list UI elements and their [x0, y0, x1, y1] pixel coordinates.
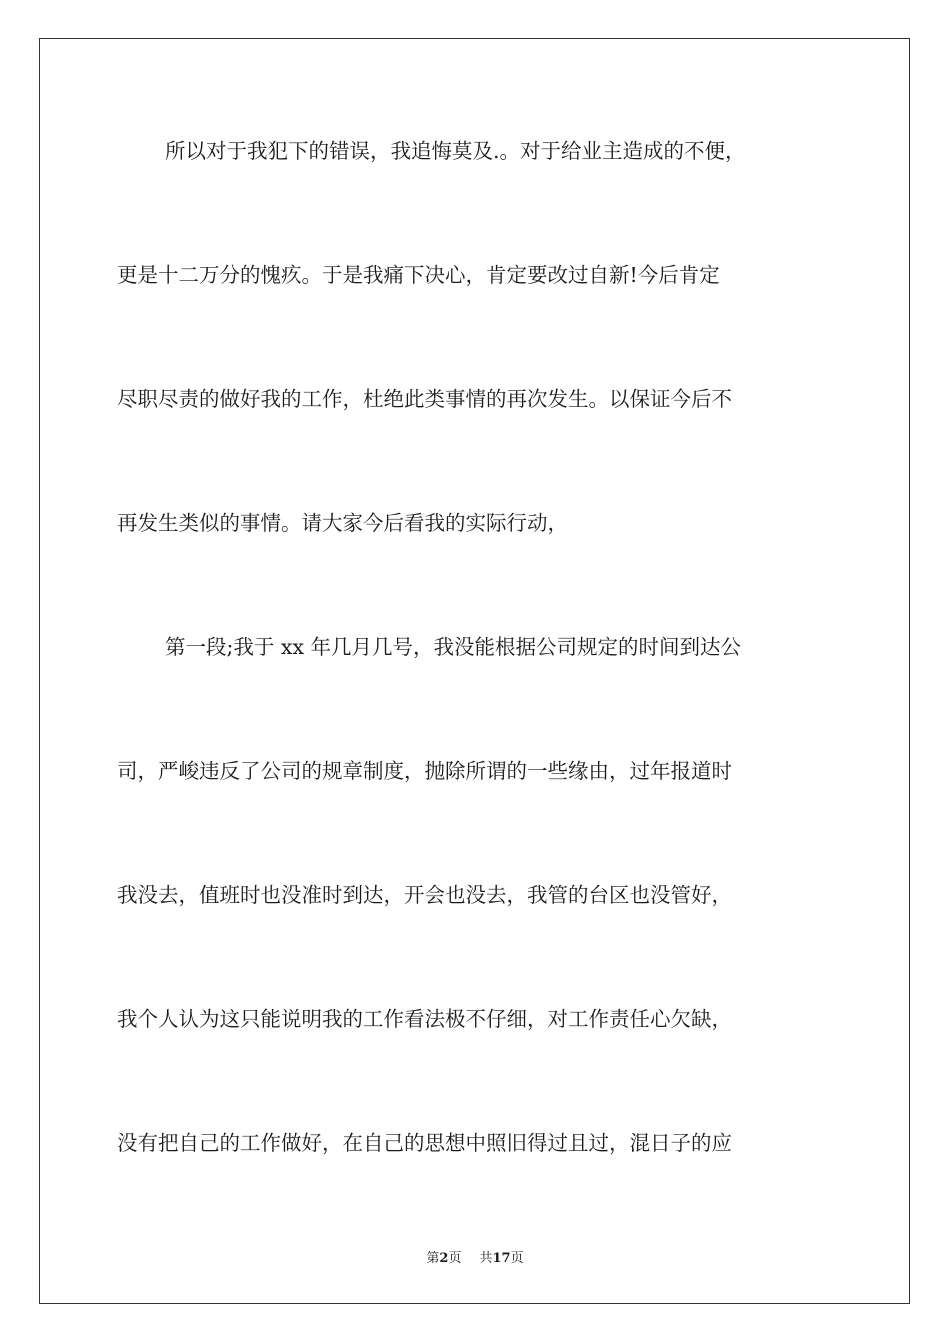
page-footer — [0, 1247, 950, 1266]
paragraph-line: 再发生类似的事情。请大家今后看我的实际行动， — [117, 511, 568, 535]
paragraph-line: 我个人认为这只能说明我的工作看法极不仔细，对工作责任心欠缺， — [117, 1007, 732, 1031]
total-suffix: 页 — [510, 1251, 524, 1266]
paragraph-line: 我没去，值班时也没准时到达，开会也没去，我管的台区也没管好， — [117, 883, 732, 907]
paragraph-line: 尽职尽责的做好我的工作，杜绝此类事情的再次发生。以保证今后不 — [117, 387, 732, 411]
paragraph-line: 所以对于我犯下的错误，我追悔莫及.。对于给业主造成的不便， — [165, 139, 746, 163]
paragraph-line: 司，严峻违反了公司的规章制度，抛除所谓的一些缘由，过年报道时 — [117, 759, 732, 783]
paragraph-line: 没有把自己的工作做好，在自己的思想中照旧得过且过，混日子的应 — [117, 1131, 732, 1155]
page-border — [39, 38, 910, 1304]
page-suffix: 页 — [448, 1251, 462, 1266]
paragraph-line: 第一段;我于 xx 年几月几号，我没能根据公司规定的时间到达公 — [165, 635, 742, 659]
total-pages: 17 — [492, 1251, 511, 1266]
page-number: 2 — [439, 1251, 449, 1266]
total-prefix: 共 — [479, 1251, 493, 1266]
page-prefix: 第 — [426, 1251, 440, 1266]
paragraph-line: 更是十二万分的愧疚。于是我痛下决心，肯定要改过自新!今后肯定 — [117, 263, 720, 287]
